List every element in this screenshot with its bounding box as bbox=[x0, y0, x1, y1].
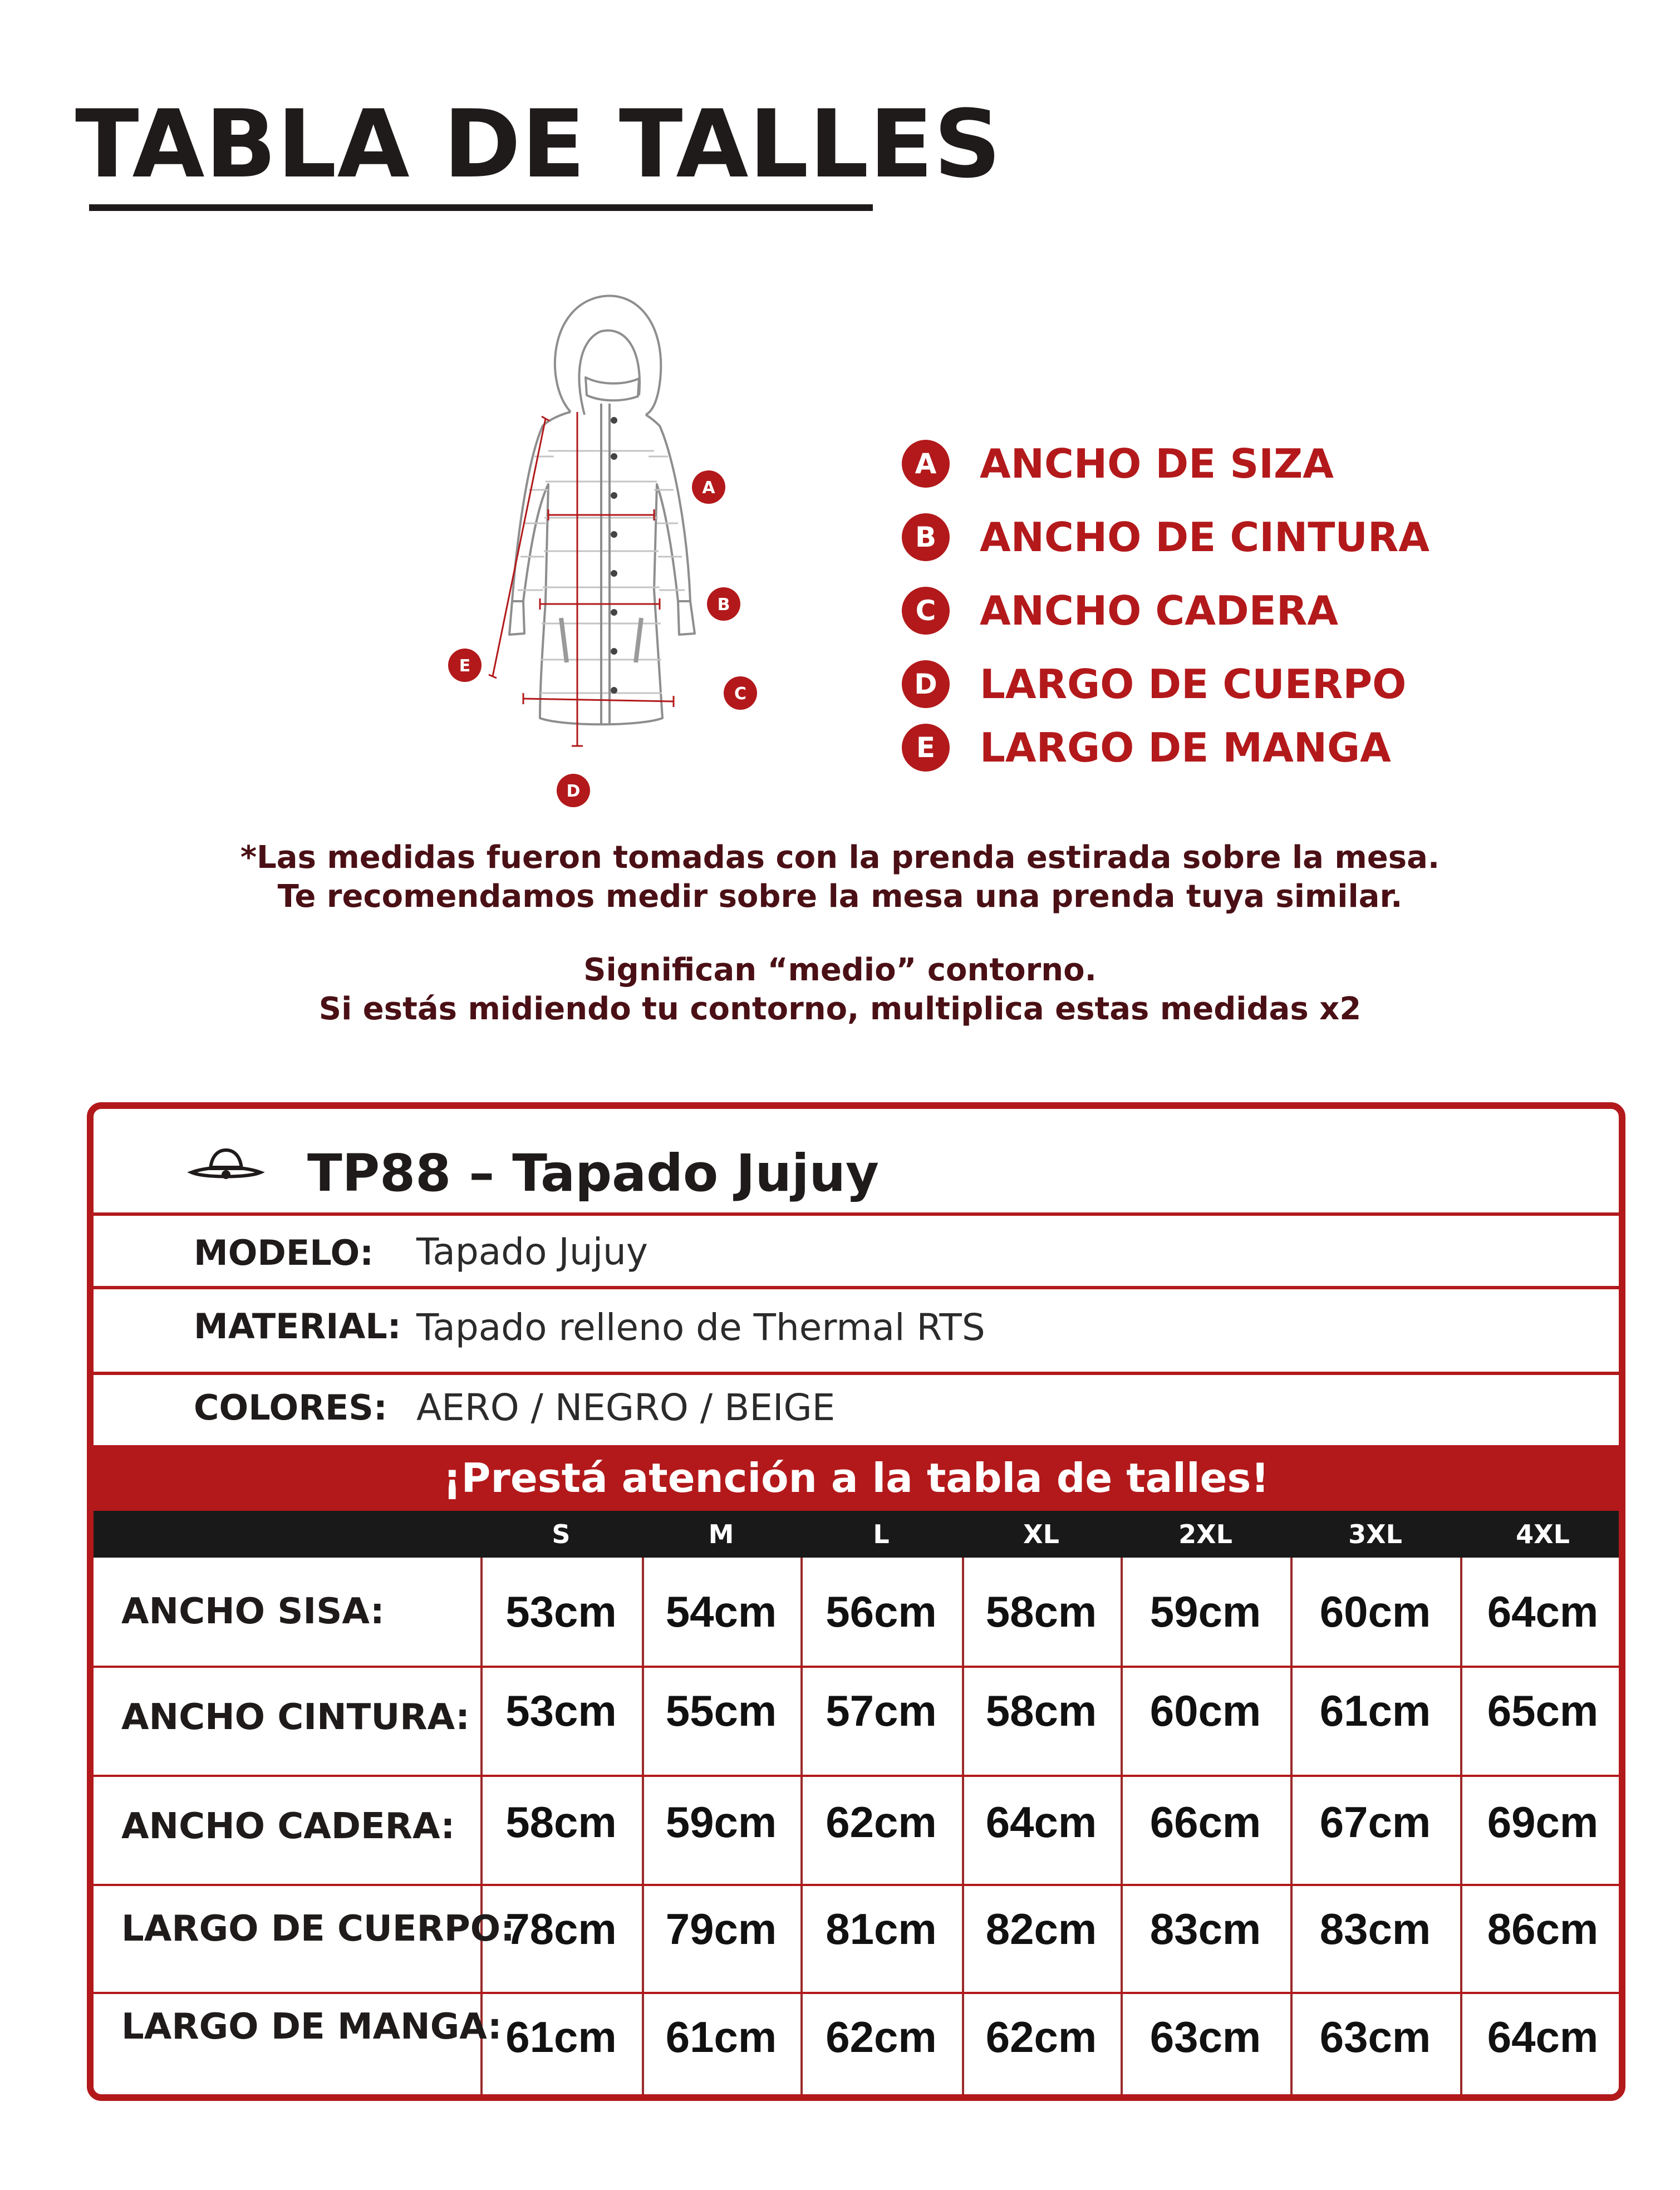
note-line-3: Significan “medio” contorno. bbox=[583, 952, 1097, 988]
legend-label: ANCHO DE CINTURA bbox=[980, 514, 1430, 561]
divider bbox=[94, 1372, 1619, 1375]
size-4xl: 4XL bbox=[1516, 1519, 1570, 1549]
table-cell: 62cm bbox=[985, 2012, 1097, 2061]
size-chart-card bbox=[87, 1102, 1625, 2101]
svg-text:C: C bbox=[734, 684, 747, 704]
product-title: TP88 – Tapado Jujuy bbox=[307, 1143, 880, 1203]
table-cell: 69cm bbox=[1487, 1798, 1599, 1847]
table-cell: 83cm bbox=[1150, 1904, 1261, 1953]
table-cell: 56cm bbox=[826, 1587, 937, 1636]
sizes-header bbox=[94, 1511, 1619, 1558]
table-cell: 64cm bbox=[1487, 1587, 1599, 1636]
table-cell: 63cm bbox=[1319, 2012, 1431, 2061]
legend-badge: B bbox=[902, 513, 950, 561]
legend-label: ANCHO CADERA bbox=[980, 587, 1339, 634]
row-label-ancho-cadera: ANCHO CADERA: bbox=[121, 1806, 455, 1847]
marker-c bbox=[724, 676, 757, 710]
table-cell: 64cm bbox=[1487, 2012, 1599, 2061]
table-cell: 81cm bbox=[826, 1904, 937, 1953]
table-cell: 62cm bbox=[826, 2012, 937, 2061]
row-label-largo-manga: LARGO DE MANGA: bbox=[121, 2006, 502, 2047]
legend-label: LARGO DE MANGA bbox=[980, 724, 1391, 771]
coat-diagram bbox=[434, 289, 779, 818]
table-cell: 83cm bbox=[1319, 1904, 1431, 1953]
table-cell: 62cm bbox=[826, 1798, 937, 1847]
size-m: M bbox=[708, 1519, 734, 1549]
table-cell: 66cm bbox=[1150, 1798, 1261, 1847]
divider bbox=[94, 1884, 1619, 1886]
divider bbox=[94, 1992, 1619, 1994]
table-cell: 57cm bbox=[826, 1686, 937, 1735]
svg-text:B: B bbox=[717, 595, 730, 615]
legend-item-e bbox=[902, 724, 1391, 772]
marker-b bbox=[707, 587, 740, 621]
table-cell: 58cm bbox=[505, 1798, 617, 1847]
divider bbox=[94, 1286, 1619, 1289]
legend-item-d bbox=[902, 660, 1406, 708]
row-label-ancho-cintura: ANCHO CINTURA: bbox=[121, 1697, 470, 1738]
legend-label: LARGO DE CUERPO bbox=[980, 661, 1407, 708]
note-line-2: Te recomendamos medir sobre la mesa una prenda tuya similar. bbox=[277, 878, 1403, 915]
table-cell: 79cm bbox=[665, 1904, 777, 1953]
legend-badge: E bbox=[902, 724, 950, 772]
table-cell: 65cm bbox=[1487, 1686, 1599, 1735]
size-s: S bbox=[552, 1519, 571, 1549]
legend-item-c bbox=[902, 587, 1338, 635]
legend-badge: C bbox=[902, 587, 950, 635]
hat-icon bbox=[187, 1143, 265, 1188]
svg-text:D: D bbox=[566, 782, 581, 801]
table-cell: 61cm bbox=[665, 2012, 777, 2061]
table-cell: 61cm bbox=[505, 2012, 617, 2061]
divider bbox=[94, 1775, 1619, 1777]
table-cell: 59cm bbox=[665, 1798, 777, 1847]
table-cell: 67cm bbox=[1319, 1798, 1431, 1847]
table-cell: 55cm bbox=[665, 1686, 777, 1735]
size-3xl: 3XL bbox=[1348, 1519, 1402, 1549]
info-key-colores: COLORES: bbox=[194, 1387, 387, 1428]
legend-item-a bbox=[902, 440, 1334, 488]
marker-e bbox=[448, 649, 482, 682]
svg-text:A: A bbox=[702, 478, 715, 498]
info-key-modelo: MODELO: bbox=[194, 1233, 374, 1273]
size-xl: XL bbox=[1023, 1519, 1059, 1549]
divider bbox=[94, 1212, 1619, 1216]
legend-item-b bbox=[902, 513, 1430, 561]
size-2xl: 2XL bbox=[1178, 1519, 1232, 1549]
row-label-largo-cuerpo: LARGO DE CUERPO: bbox=[121, 1908, 515, 1950]
table-cell: 53cm bbox=[505, 1686, 617, 1735]
table-cell: 60cm bbox=[1319, 1587, 1431, 1636]
info-value-colores: AERO / NEGRO / BEIGE bbox=[416, 1386, 836, 1429]
title-underline bbox=[89, 204, 873, 211]
note-line-1: *Las medidas fueron tomadas con la prenda estirada sobre la mesa. bbox=[240, 839, 1440, 876]
legend-badge: D bbox=[902, 660, 950, 708]
table-cell: 60cm bbox=[1150, 1686, 1261, 1735]
size-l: L bbox=[873, 1519, 890, 1549]
marker-a bbox=[692, 470, 725, 504]
table-cell: 59cm bbox=[1150, 1587, 1261, 1636]
legend-badge: A bbox=[902, 440, 950, 488]
svg-text:E: E bbox=[459, 656, 471, 676]
table-cell: 53cm bbox=[505, 1587, 617, 1636]
page-title: TABLA DE TALLES bbox=[75, 90, 1002, 199]
table-cell: 58cm bbox=[985, 1686, 1097, 1735]
marker-d bbox=[557, 774, 590, 807]
legend-label: ANCHO DE SIZA bbox=[980, 440, 1334, 487]
note-line-4: Si estás midiendo tu contorno, multiplica estas medidas x2 bbox=[318, 991, 1362, 1027]
table-cell: 64cm bbox=[985, 1798, 1097, 1847]
table-cell: 82cm bbox=[985, 1904, 1097, 1953]
row-label-ancho-sisa: ANCHO SISA: bbox=[121, 1591, 385, 1632]
table-cell: 78cm bbox=[505, 1904, 617, 1953]
table-cell: 58cm bbox=[985, 1587, 1097, 1636]
info-key-material: MATERIAL: bbox=[194, 1306, 401, 1347]
divider bbox=[94, 1666, 1619, 1668]
info-value-modelo: Tapado Jujuy bbox=[416, 1230, 648, 1273]
table-cell: 86cm bbox=[1487, 1904, 1599, 1953]
table-cell: 61cm bbox=[1319, 1686, 1431, 1735]
info-value-material: Tapado relleno de Thermal RTS bbox=[416, 1306, 985, 1349]
table-cell: 63cm bbox=[1150, 2012, 1261, 2061]
attention-banner: ¡Prestá atención a la tabla de talles! bbox=[94, 1445, 1619, 1511]
table-cell: 54cm bbox=[665, 1587, 777, 1636]
